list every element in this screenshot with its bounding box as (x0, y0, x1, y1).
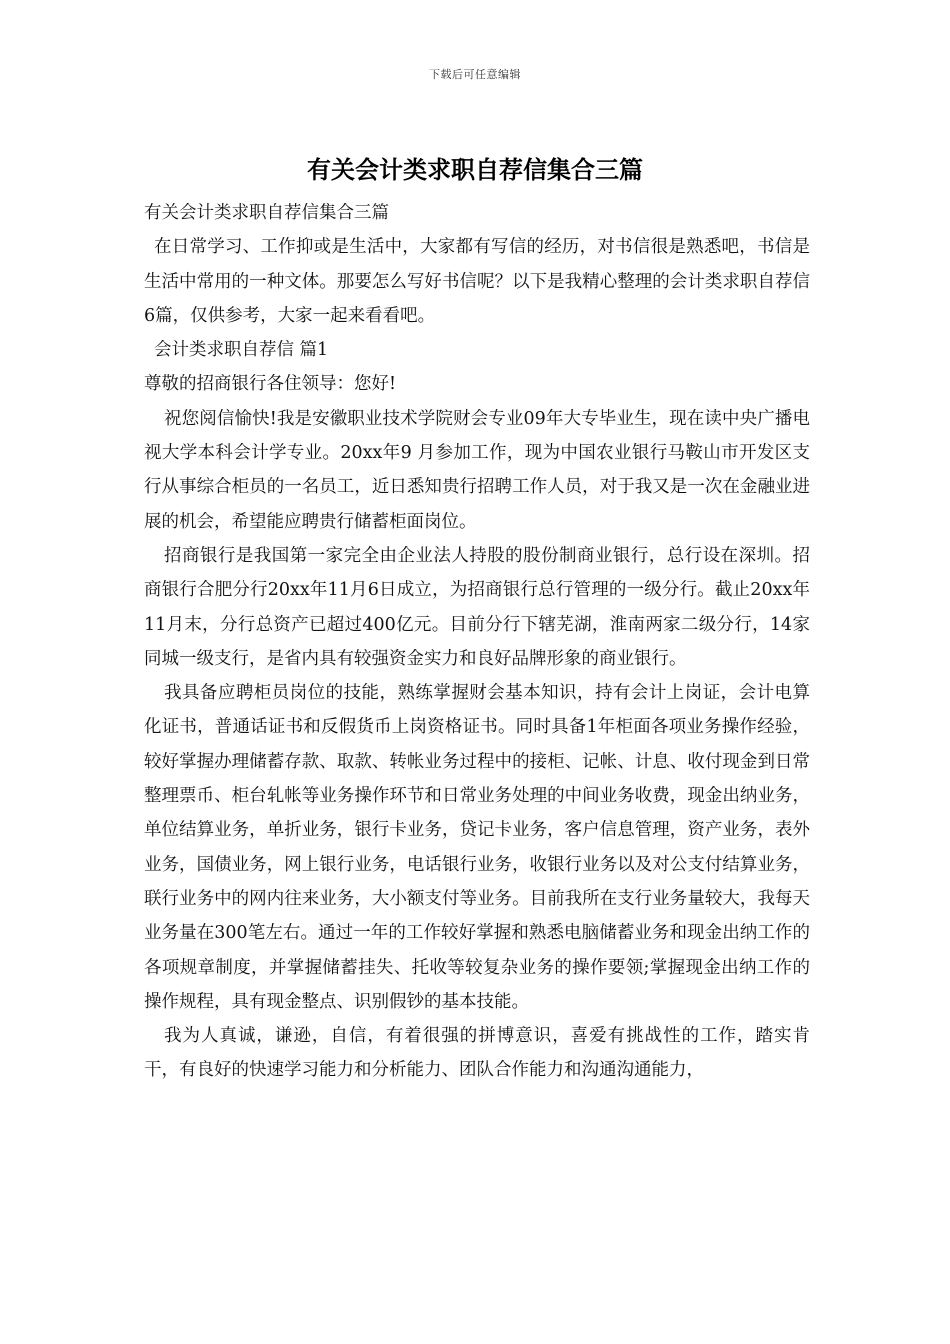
page-header-note: 下载后可任意编辑 (429, 68, 521, 81)
document-subtitle: 有关会计类求职自荐信集合三篇 (144, 203, 389, 223)
section-heading: 会计类求职自荐信 篇1 (154, 340, 329, 361)
letter-salutation: 尊敬的招商银行各住领导：您好! (144, 374, 397, 395)
document-body (144, 196, 810, 1088)
body-paragraph-2: 招商银行是我国第一家完全由企业法人持股的股份制商业银行，总行设在深圳。招商银行合肥分行20xx年11月6日成立，为招商银行总行管理的一级分行。截止20xx年11月末，分行总资产已超过400亿元。目前分行下辖芜湖，淮南两家二级分行，14家同城一级支行，是省内具有较强资金实力和良好品牌形象的商业银行。 (144, 545, 810, 669)
body-paragraph-1: 祝您阅信愉快!我是安徽职业技术学院财会专业09年大专毕业生，现在读中央广播电视大学本科会计学专业。20xx年9 月参加工作，现为中国农业银行马鞍山市开发区支行从事综合柜员的一名员工，近日悉知贵行招聘工作人员，对于我又是一次在金融业进展的机会，希望能应聘贵行储蓄柜面岗位。 (144, 408, 810, 532)
document-title: 有关会计类求职自荐信集合三篇 (307, 155, 643, 184)
body-paragraph-4: 我为人真诚，谦逊，自信，有着很强的拼博意识，喜爱有挑战性的工作，踏实肯干，有良好的快速学习能力和分析能力、团队合作能力和沟通沟通能力， (144, 1026, 810, 1081)
intro-paragraph: 在日常学习、工作抑或是生活中，大家都有写信的经历，对书信很是熟悉吧，书信是生活中常用的一种文体。那要怎么写好书信呢？以下是我精心整理的会计类求职自荐信6篇，仅供参考，大家一起来看看吧。 (144, 237, 810, 326)
body-paragraph-3: 我具备应聘柜员岗位的技能，熟练掌握财会基本知识，持有会计上岗证，会计电算化证书，普通话证书和反假货币上岗资格证书。同时具备1年柜面各项业务操作经验，较好掌握办理储蓄存款、取款、转帐业务过程中的接柜、记帐、计息、收付现金到日常整理票币、柜台轧帐等业务操作环节和日常业务处理的中间业务收费，现金出纳业务，单位结算业务，单折业务，银行卡业务，贷记卡业务，客户信息管理，资产业务，表外业务，国债业务，网上银行业务，电话银行业务，收银行业务以及对公支付结算业务，联行业务中的网内往来业务，大小额支付等业务。目前我所在支行业务量较大，我每天业务量在300笔左右。通过一年的工作较好掌握和熟悉电脑储蓄业务和现金出纳工作的各项规章制度，并掌握储蓄挂失、托收等较复杂业务的操作要领;掌握现金出纳工作的操作规程，具有现金整点、识别假钞的基本技能。 (144, 683, 810, 1012)
